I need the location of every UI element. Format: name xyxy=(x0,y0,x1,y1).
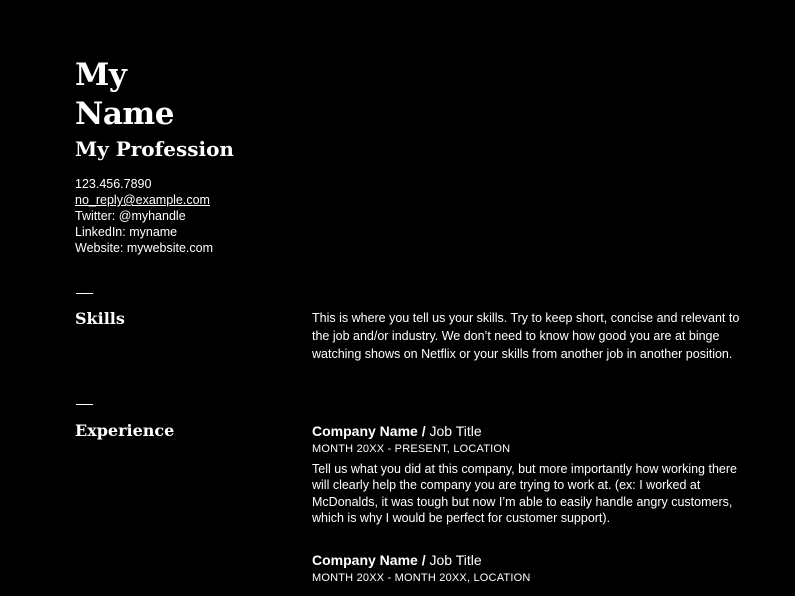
job-title: Job Title xyxy=(425,552,482,568)
job-heading xyxy=(312,422,742,440)
name-second-line: Name xyxy=(75,96,174,132)
experience-divider xyxy=(76,404,93,405)
experience-entry xyxy=(312,551,742,585)
profession-title: My Profession xyxy=(75,137,234,161)
skills-divider xyxy=(76,293,93,294)
experience-entry xyxy=(312,422,742,526)
job-heading xyxy=(312,551,742,569)
job-title: Job Title xyxy=(425,423,482,439)
skills-description: This is where you tell us your skills. Try to keep short, concise and relevant to the job and/or industry. We don’t need to know how good you are at binge watching shows on Netflix or your skills from another job in another position. xyxy=(312,311,740,361)
job-description: Tell us what you did at this company, but more importantly how working there will clearly help the company you are trying to work at. (ex: I worked at McDonalds, it was tough but now I’m able to easily handle angry customers, which is why I would be perfect for customer support). xyxy=(312,462,737,525)
email-link[interactable]: no_reply@example.com xyxy=(75,193,210,207)
website-url: Website: mywebsite.com xyxy=(75,241,214,255)
twitter-handle: Twitter: @myhandle xyxy=(75,209,186,223)
phone-number: 123.456.7890 xyxy=(75,177,152,191)
job-dates: MONTH 20XX - MONTH 20XX, LOCATION xyxy=(312,572,531,584)
job-dates: MONTH 20XX - PRESENT, LOCATION xyxy=(312,443,511,455)
linkedin-handle: LinkedIn: myname xyxy=(75,225,178,239)
contact-block xyxy=(75,176,213,256)
company-name: Company Name / xyxy=(312,552,426,568)
name-first-line: My xyxy=(75,57,127,93)
experience-heading: Experience xyxy=(75,421,175,440)
company-name: Company Name / xyxy=(312,423,426,439)
skills-heading: Skills xyxy=(75,309,125,328)
